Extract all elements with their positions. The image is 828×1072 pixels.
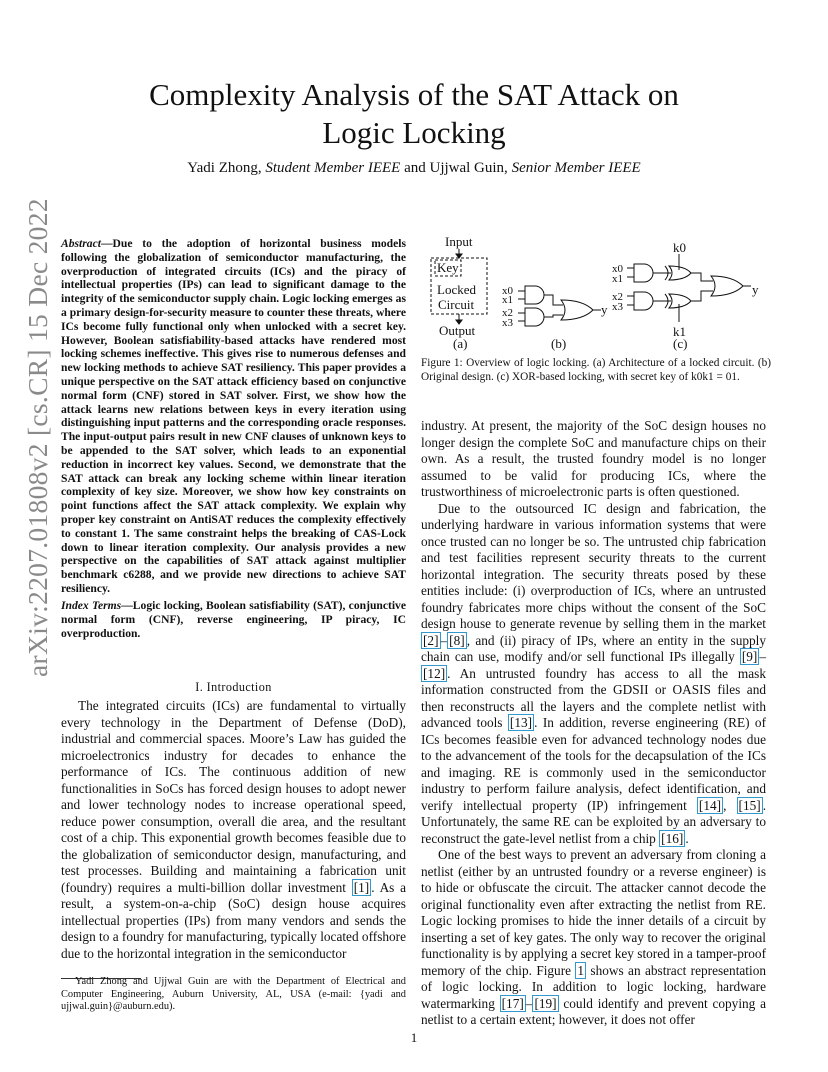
fig-c-x1: x1: [612, 273, 623, 285]
page-number: 1: [410, 1030, 418, 1045]
fig-b-output-label: y: [601, 302, 608, 317]
title-line-2: Logic Locking: [322, 115, 506, 150]
index-terms-text: —Logic locking, Boolean satisfiability (SAT), conjunctive normal form (CNF), reverse engineering, IP piracy, IC overproduction.: [61, 599, 407, 640]
p2-text-d: . In addition, reverse engineering (RE) of ICs becomes feasible even for advanced technology nodes due to the advancement of the tools for the decapsulation of the ICs and imaging. RE is commonly used in the semiconductor industry to perform failure analysis, defect identification, and verify intellectual property (IP) infringement: [421, 715, 766, 813]
paper-title: [60, 76, 768, 152]
citation-link[interactable]: [1]: [353, 879, 370, 895]
citation-link[interactable]: [9]: [741, 649, 758, 664]
fig-b-x3: x3: [502, 317, 513, 329]
footnote: Yadi Zhong and Ujjwal Guin are with the Department of Electrical and Computer Engineering, Auburn University, AL, USA (e-mail: {yadi and ujjwal.guin}@auburn.edu).: [61, 976, 406, 1013]
intro-left-column: [61, 698, 406, 962]
p2-text-e: . Unfortunately, the same RE can be exploited by an adversary to reconstruct the gate-level netlist from a chip: [421, 797, 767, 846]
author-1-role: Student Member IEEE: [265, 160, 401, 176]
intro-text-2: . As a result, a system-on-a-chip (SoC) design house acquires intellectual properties (IPs) from many vendors and sends the design to a foundry for manufacturing, typically located offshore due to the horizontal integration in the semiconductor: [61, 879, 407, 961]
p2-text-c: . An untrusted foundry has access to all the mask information constructed from the GDSII or OASIS files and then reconstructs all the layers and the complete netlist with advanced tools: [421, 665, 766, 730]
fig-k1-label: k1: [673, 324, 686, 339]
fig-a-label: (a): [453, 336, 468, 351]
fig-locked-label: Locked: [437, 282, 476, 297]
author-2: and Ujjwal Guin,: [400, 160, 512, 176]
intro-text: The integrated circuits (ICs) are fundamental to virtually every technology in the Department of Defense (DoD), industrial and commercial spaces. Moore’s Law has guided the microelectronics industry for decades to enhance the performance of ICs. The continuous addition of new functionalities in SoCs has forced design houses to adopt newer and lower technology nodes to increase operational speed, reduce power consumption, overall die area, and the resultant cost of a chip. This exponential growth becomes feasible due to the globalization of semiconductor design, manufacturing, and test processes. Building and maintaining a fabrication unit (foundry) requires a multi-billion dollar investment: [61, 698, 406, 895]
p2-text-b: , and (ii) piracy of IPs, where an entity in the supply chain can use, modify and/or sell functional IPs illegally: [421, 632, 766, 664]
intro-paragraph: [61, 698, 406, 962]
fig-input-label: Input: [445, 234, 473, 249]
citation-link[interactable]: [16]: [661, 830, 684, 846]
fig-b-label: (b): [551, 336, 567, 351]
authors: [60, 160, 768, 177]
right-paragraph-2: Due to the outsourced IC design and fabrication, the underlying hardware in various information systems that were once trusted can no longer be so. The untrusted chip fabrication and test facilities represent security threats to the current horizontal integration. The security threats posed by these entities include: (i) overproduction of ICs, where an untrusted foundry fabricates more chips without the consent of the SoC design house to generate revenue by selling them in the market [2] – [8] , and (ii) piracy of IPs, where an entity in the supply chain can use, modify and/or sell functional IPs illegally [9] –[12] . An untrusted foundry has access to all the mask information constructed from the GDSII or OASIS files and then reconstructs all the layers and the complete netlist with advanced tools [13] . In addition, reverse engineering (RE) of ICs becomes feasible even for advanced technology nodes due to the advancement of the tools for the decapsulation of the ICs and imaging. RE is commonly used in the semiconductor industry to perform failure analysis, defect identification, and verify intellectual property (IP) infringement [14] , [15] . Unfortunately, the same RE can be exploited by an adversary to reconstruct the gate-level netlist from a chip [16] .: [421, 500, 767, 846]
index-terms-label: Index Terms: [61, 599, 122, 612]
figure-1: [421, 232, 771, 352]
fig-c-x2: x2: [612, 291, 623, 303]
figure-link[interactable]: 1: [577, 962, 585, 978]
fig-b-x0: x0: [502, 285, 513, 297]
citation-link[interactable]: [8]: [449, 632, 465, 648]
p2-text-a: Due to the outsourced IC design and fabrication, the underlying hardware in various information systems that were once trusted can no longer be so. The untrusted chip fabrication and test facilities represent security threats to the current horizontal integration. The security threats posed by these entities include: (i) overproduction of ICs, where an untrusted foundry fabricates more chips without the consent of the SoC design house to generate revenue by selling them in the market: [421, 500, 766, 631]
section-title: I. Introduction: [195, 680, 272, 694]
fig-c-x3: x3: [612, 301, 623, 313]
fig-circuit-label: Circuit: [438, 297, 475, 312]
author-1: Yadi Zhong,: [187, 160, 266, 176]
citation-link[interactable]: [12]: [423, 665, 446, 681]
citation-link[interactable]: [19]: [534, 995, 557, 1011]
fig-c-output-label: y: [752, 282, 759, 297]
author-2-role: Senior Member IEEE: [511, 160, 641, 176]
citation-link[interactable]: [17]: [501, 995, 524, 1011]
figure-caption: Figure 1: Overview of logic locking. (a) Architecture of a locked circuit. (b) Original design. (c) XOR-based locking, with secret key of k0k1 = 01.: [421, 357, 771, 384]
fig-c-x0: x0: [612, 263, 623, 275]
fig-key-label: Key: [437, 260, 459, 275]
right-paragraph-3: One of the best ways to prevent an adversary from cloning a netlist (either by an untrusted foundry or a reverse engineer) is to hide or obfuscate the circuit. The attacker cannot decode the original functionality even after extracting the netlist from RE. Logic locking promises to hide the inner details of a circuit by inserting a set of key gates. The only way to recover the original functionality is by applying a secret key stored in a tamper-proof memory of the chip. Figure 1 shows an abstract representation of logic locking. In addition to logic locking, hardware watermarking [17] – [19] could identify and prevent copying a netlist to a certain extent; however, it does not offer: [421, 847, 766, 1027]
p3-text-b: shows an abstract representation of logic locking. In addition to logic locking, hardware watermarking: [421, 962, 766, 1011]
abstract: [61, 237, 406, 596]
index-terms: [61, 599, 406, 640]
citation-link[interactable]: [13]: [509, 715, 533, 730]
citation-link[interactable]: [14]: [698, 797, 722, 813]
title-line-1: Complexity Analysis of the SAT Attack on: [149, 77, 679, 112]
fig-c-label: (c): [673, 336, 688, 351]
section-heading: [61, 680, 406, 695]
fig-b-x1: x1: [502, 294, 513, 306]
abstract-text: —Due to the adoption of horizontal business models following the globalization of semiconductor manufacturing, the overproduction of integrated circuits (ICs) and the piracy of intellectual properties (IPs) can lead to significant damage to the integrity of the semiconductor supply chain. Logic locking emerges as a primary design-for-security measure to counter these threats, where ICs become fully functional only when unlocked with a secret key. However, Boolean satisfiability-based attacks have rendered most locking schemes ineffective. This gives rise to numerous defenses and new locking methods to achieve SAT resiliency. This paper provides a unique perspective on the SAT attack efficiency based on conjunctive normal form (CNF) stored in SAT solver. First, we show how the attack learns new relations between keys in every iteration using distinguishing input patterns and the corresponding oracle responses. The input-output pairs result in new CNF clauses of unknown keys to be appended to the SAT solver, which leads to an exponential reduction in incorrect key values. Second, we demonstrate that the SAT attack can break any locking scheme within linear iteration complexity of key size. Moreover, we show how key constraints on point functions affect the SAT attack complexity. We explain why proper key constraint on AntiSAT reduces the complexity effectively to constant 1. The same constraint helps the breaking of CAS-Lock down to linear iteration complexity. Our analysis provides a new perspective on the capabilities of SAT attack against multiplier benchmark c6288, and we provide new directions to achieve SAT resiliency.: [61, 237, 406, 595]
p3-text-c: could identify and prevent copying a netlist to a certain extent; however, it does not offer: [421, 995, 766, 1027]
citation-link[interactable]: [15]: [738, 797, 761, 813]
right-paragraph-1: industry. At present, the majority of the SoC design houses no longer design the complete SoC and manufacture chips on their own. As a result, the trusted foundry model is no longer assumed to be valid for producing ICs, where the trustworthiness of microelectronic parts is often questioned.: [421, 418, 766, 499]
fig-output-label: Output: [439, 323, 476, 338]
abstract-label: Abstract: [61, 237, 101, 250]
right-column: [421, 418, 766, 1029]
p3-text-a: One of the best ways to prevent an adversary from cloning a netlist (either by an untrusted foundry or a reverse engineer) is to hide or obfuscate the circuit. The attacker cannot decode the original functionality even after extracting the netlist from RE. Logic locking promises to hide the inner details of a circuit by inserting a set of key gates. The only way to recover the original functionality is by applying a secret key stored in a tamper-proof memory of the chip. Figure: [421, 847, 766, 978]
fig-b-x2: x2: [502, 307, 513, 319]
citation-link[interactable]: [2]: [423, 632, 439, 648]
fig-k0-label: k0: [673, 240, 686, 255]
